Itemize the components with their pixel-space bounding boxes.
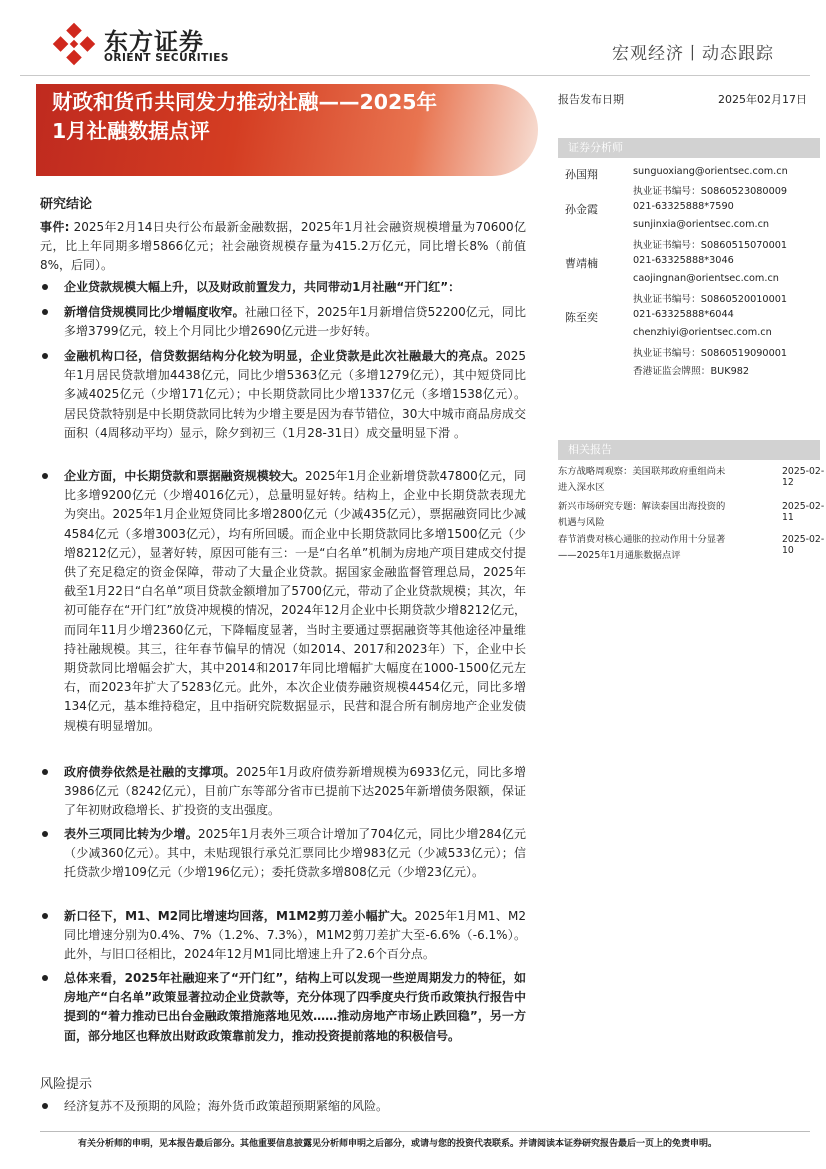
analysts-header — [558, 138, 820, 158]
bullet-item — [64, 825, 526, 883]
analyst-email: sunguoxiang@orientsec.com.cn — [633, 166, 788, 177]
analyst-name: 孙金霞 — [565, 203, 598, 216]
related-report-date: 2025-02-11 — [782, 501, 825, 523]
analyst-name: 陈至奕 — [565, 311, 598, 324]
report-date-label: 报告发布日期 — [558, 93, 624, 106]
analyst-phone: 021-63325888*3046 — [633, 255, 734, 266]
bullet-dot — [40, 347, 50, 357]
report-title — [52, 88, 532, 146]
bullet-dot — [40, 467, 50, 477]
related-report-item[interactable] — [558, 464, 748, 495]
footer-divider — [40, 1131, 810, 1132]
related-report-item[interactable] — [558, 499, 748, 530]
bullet-lead: 新口径下，M1、M2同比增速均回落，M1M2剪刀差小幅扩大。 — [64, 909, 415, 923]
bullet-dot — [40, 303, 50, 313]
bullet-dot — [40, 763, 50, 773]
report-date-value: 2025年02月17日 — [718, 93, 807, 106]
brand-name-en: ORIENT SECURITIES — [104, 52, 229, 64]
analyst-license: 执业证书编号：S0860520010001 — [633, 294, 788, 305]
bullet-lead: 金融机构口径，信贷数据结构分化较为明显，企业贷款是此次社融最大的亮点。 — [64, 349, 496, 363]
bullet-body: 2025年1月企业新增贷款47800亿元，同比多增9200亿元（少增4016亿元），总量明显好转。结构上，企业中长期贷款表现尤为突出。2025年1月企业短贷同比多增2800亿元（少减435亿元），票据融资同比少减4584亿元（多增3003亿元），均有所回暖。而企业中长期贷款同比多增1500亿元（少增8212亿元），显著好转，原因可能有三：一是“白名单”机制为房地产项目建成交付提供了充足稳定的资金保障，带动了大量企业贷款。据国家金融监督管理总局，2025年截至1月22日“白名单”项目贷款金额增加了5700亿元，带动了企业贷款规模；其次，年初可能存在“开门红”放贷冲规模的情况，2024年12月企业中长期贷款少增8212亿元，而同年11月少增2360亿元，下降幅度显著，当时主要通过票据融资等其他途径冲量维持社融规模。其三，往年春节偏早的情况（如2014、2017和2023年）下，企业中长期贷款同比增幅会扩大，其中2014和2017年同比增幅扩大幅度在1000-1500亿元左右，而2023年扩大了5283亿元。此外，本次企业债券融资规模4454亿元，同比多增134亿元，基本维持稳定，且中指研究院数据显示，民营和混合所有制房地产企业发债规模有明显增加。 — [64, 469, 526, 733]
bullet-dot — [40, 969, 50, 979]
conclusion-heading: 研究结论 — [40, 197, 93, 212]
bullet-body: 2025年1月政府债券新增规模为6933亿元，同比多增3986亿元（8242亿元），目前广东等部分省市已提前下达2025年新增债务限额，保证了年初财政稳增长、扩投资的支出强度。 — [64, 765, 526, 818]
analyst-email: caojingnan@orientsec.com.cn — [633, 273, 779, 284]
analyst-license: 执业证书编号：S0860523080009 — [633, 186, 788, 197]
brand-name-cn: 东方证券 — [104, 28, 204, 56]
bullet-dot — [40, 1097, 50, 1107]
analysts-header-label: 证券分析师 — [568, 141, 623, 154]
bullet-body: 2025年1月M1、M2同比增速分别为0.4%、7%（1.2%、7.3%），M1M2剪刀差扩大至-6.6%（-6.1%）。此外，与旧口径相比，2024年12月M1同比增速上升了2.6个百分点。 — [64, 909, 526, 962]
related-report-date: 2025-02-12 — [782, 466, 825, 488]
analyst-email: chenzhiyi@orientsec.com.cn — [633, 327, 772, 338]
bullet-lead: 企业方面，中长期贷款和票据融资规模较大。 — [64, 469, 305, 483]
analyst-phone: 021-63325888*6044 — [633, 309, 734, 320]
related-reports-header — [558, 440, 820, 460]
analyst-license: 执业证书编号：S0860515070001 — [633, 240, 788, 251]
header-divider — [20, 75, 810, 76]
bullet-lead: 总体来看，2025年社融迎来了“开门红”，结构上可以发现一些逆周期发力的特征，如房地产“白名单”政策显著拉动企业贷款等，充分体现了四季度央行货币政策执行报告中提到的“着力推动已出台金融政策措施落地见效……推动房地产市场止跌回稳”，另一方面，部分地区也释放出财政政策靠前发力，推动投资提前落地的积极信号。 — [64, 971, 526, 1043]
analyst-email: sunjinxia@orientsec.com.cn — [633, 219, 770, 230]
related-report-item[interactable] — [558, 532, 748, 563]
event-label: 事件: — [40, 220, 70, 234]
bullet-item — [64, 303, 526, 341]
bullet-body: 社融口径下，2025年1月新增信贷52200亿元，同比多增3799亿元，较上个月同比少增2690亿元进一步好转。 — [64, 305, 526, 339]
related-report-title: 春节消费对核心通胀的拉动作用十分显著 — [558, 534, 726, 545]
related-report-title: 新兴市场研究专题：解读泰国出海投资的 — [558, 501, 726, 512]
bullet-lead: 企业贷款规模大幅上升，以及财政前置发力，共同带动1月社融“开门红”： — [64, 280, 461, 294]
bullet-lead: 表外三项同比转为少增。 — [64, 827, 198, 841]
risk-item: 经济复苏不及预期的风险；海外货币政策超预期紧缩的风险。 — [64, 1099, 389, 1113]
analyst-name: 孙国翔 — [565, 168, 598, 181]
bullet-lead: 政府债券依然是社融的支撑项。 — [64, 765, 236, 779]
related-report-title-cont: 机遇与风险 — [558, 516, 605, 528]
report-title-line2: 1月社融数据点评 — [52, 119, 210, 143]
event-text: 2025年2月14日央行公布最新金融数据，2025年1月社会融资规模增量为70600亿元，比上年同期多增5866亿元；社会融资规模存量为415.2万亿元，同比增长8%（前值8%，后同）。 — [40, 220, 526, 273]
bullet-item — [64, 763, 526, 821]
analyst-name: 曹靖楠 — [565, 257, 598, 270]
related-report-title-cont: ——2025年1月通胀数据点评 — [558, 549, 681, 561]
analyst-phone: 021-63325888*7590 — [633, 201, 734, 212]
bullet-dot — [40, 907, 50, 917]
bullet-item — [64, 467, 526, 736]
orient-securities-logo — [50, 20, 98, 68]
related-report-date: 2025-02-10 — [782, 534, 825, 556]
related-report-title: 东方战略周观察：美国联邦政府重组尚未 — [558, 466, 726, 477]
analyst-license: 执业证书编号：S0860519090001 — [633, 348, 788, 359]
bullet-dot — [40, 278, 50, 288]
analyst-hk-license: 香港证监会牌照：BUK982 — [633, 366, 750, 377]
footer-disclaimer: 有关分析师的申明，见本报告最后部分。其他重要信息披露见分析师申明之后部分，或请与您的投资代表联系。并请阅读本证券研究报告最后一页上的免责申明。 — [78, 1139, 718, 1149]
event-paragraph — [40, 218, 526, 276]
bullet-dot — [40, 825, 50, 835]
report-category: 宏观经济丨动态跟踪 — [612, 44, 774, 64]
bullet-item — [64, 969, 526, 1046]
bullet-item — [64, 347, 526, 443]
bullet-item — [64, 907, 526, 965]
bullet-lead: 新增信贷规模同比少增幅度收窄。 — [64, 305, 245, 319]
related-report-title-cont: 进入深水区 — [558, 481, 605, 493]
report-title-line1: 财政和货币共同发力推动社融——2025年 — [52, 90, 438, 114]
bullet-body: 2025年1月表外三项合计增加了704亿元，同比少增284亿元（少减360亿元）。其中，未贴现银行承兑汇票同比少增983亿元（少减533亿元）；信托贷款少增109亿元（少增196亿元）；委托贷款多增808亿元（少增23亿元）。 — [64, 827, 526, 880]
risk-heading: 风险提示 — [40, 1077, 93, 1092]
bullet-body: 2025年1月居民贷款增加4438亿元，同比少增5363亿元（多增1279亿元），其中短贷同比多减4025亿元（少增171亿元）；中长期贷款同比少增1337亿元（多增1538亿元）。居民贷款特别是中长期贷款同比转为少增主要是因为春节错位，30大中城市商品房成交面积（4周移动平均）显示，除夕到初三（1月28-31日）成交量明显下滑 。 — [64, 349, 526, 440]
related-reports-header-label: 相关报告 — [568, 443, 612, 456]
bullet-item — [64, 278, 526, 297]
